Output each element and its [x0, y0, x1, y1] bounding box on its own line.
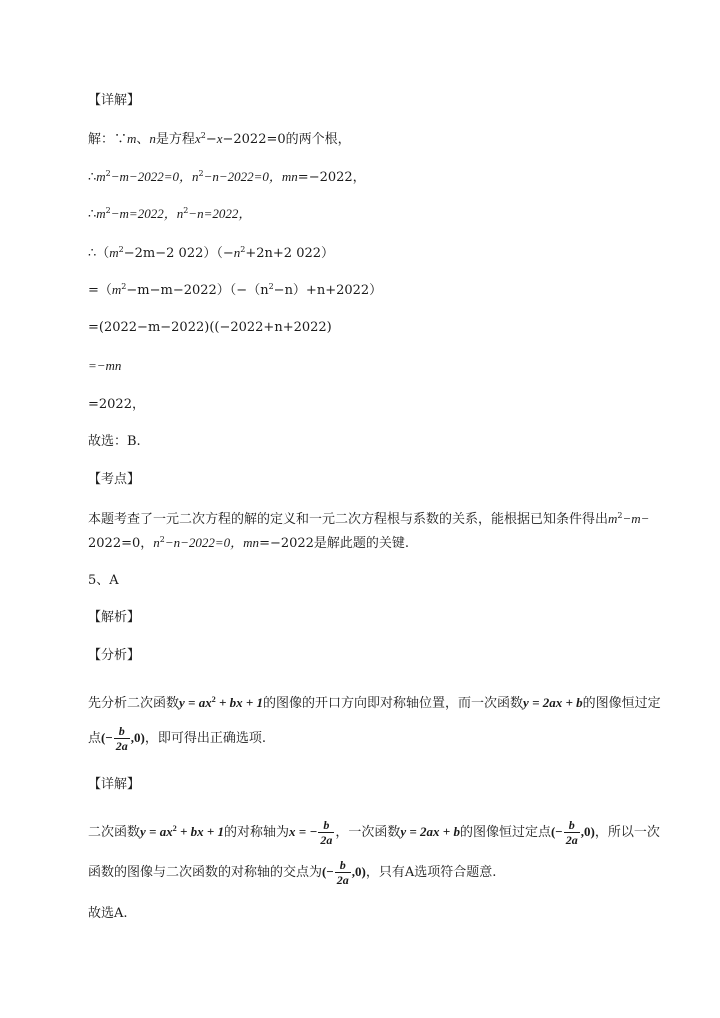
heading-detail-1: 【详解】 [88, 93, 141, 108]
denominator: 2a [115, 739, 128, 753]
var-x: x [194, 131, 201, 146]
heading-detail-2: 【详解】 [88, 777, 141, 792]
fenxi-line-1 [88, 694, 661, 713]
text: =−2022是解此题的关键. [259, 536, 410, 551]
text: 函数的图像与二次函数的对称轴的交点为 [88, 865, 323, 880]
var: n [176, 206, 184, 221]
paren: ,0) [130, 730, 145, 745]
text: 先分析二次函数 [88, 696, 180, 711]
kaodian-line-1 [88, 510, 649, 529]
var: mn [281, 169, 298, 184]
heading-jiexi: 【解析】 [88, 610, 141, 625]
sup: 2 [268, 282, 274, 291]
sup: 2 [121, 282, 127, 291]
fraction [318, 818, 334, 847]
formula: + bx + 1 [176, 824, 225, 839]
text: ∴（ [88, 246, 110, 261]
var: n [233, 245, 241, 260]
denominator: 2a [320, 833, 333, 847]
text: 的对称轴为 [224, 825, 290, 840]
text: ，一次函数 [335, 825, 401, 840]
solution-line-5 [88, 281, 382, 300]
solution-line-7: =−mn [88, 358, 122, 373]
text: 的图像的开口方向即对称轴位置，而一次函数 [263, 696, 524, 711]
expr: −n−2022=0， [164, 535, 244, 550]
var: n [153, 535, 160, 550]
var: m [96, 169, 106, 184]
var-n: n [149, 131, 156, 146]
fraction [114, 724, 130, 753]
expr: −2m−2 022）（− [123, 246, 234, 261]
var-x: x [216, 131, 223, 146]
text: ，只有A选项符合题意. [365, 865, 497, 880]
xiangjie-line-1 [88, 818, 660, 847]
expr: −m−m−2022）（−（n [126, 283, 269, 298]
solution-line-8: =2022， [88, 397, 145, 412]
text: 二次函数 [88, 825, 141, 840]
solution-line-4 [88, 244, 334, 263]
solution-line-1 [88, 130, 351, 149]
text: 、 [136, 132, 150, 147]
expr: −n=2022， [188, 206, 252, 221]
expr: −m=2022， [110, 206, 177, 221]
var: m [608, 511, 618, 526]
solution-line-6: =(2022−m−2022)((−2022+n+2022) [88, 320, 332, 335]
var: m [96, 206, 106, 221]
sup: 2 [183, 206, 189, 215]
formula: y = ax [179, 695, 212, 710]
sup: 2 [118, 245, 124, 254]
answer-2: 故选A. [88, 906, 128, 921]
text: 2022=0， [88, 536, 154, 551]
sup: 2 [198, 169, 204, 178]
heading-kaodian: 【考点】 [88, 472, 141, 487]
var-m: m [127, 131, 137, 146]
paren: ,0) [580, 824, 595, 839]
text: 点 [88, 731, 102, 746]
fraction [335, 858, 351, 887]
numerator: b [564, 818, 580, 833]
sup: 2 [617, 511, 623, 520]
solution-line-2 [88, 168, 366, 187]
sup: 2 [211, 695, 216, 704]
var: n [191, 169, 199, 184]
xiangjie-line-2 [88, 858, 496, 887]
heading-fenxi: 【分析】 [88, 648, 141, 663]
text: 本题考查了一元二次方程的解的定义和一元二次方程根与系数的关系，能根据已知条件得出 [88, 512, 609, 527]
text: −2022=0 [222, 132, 286, 147]
text: 的两个根， [285, 132, 351, 147]
text: ，所以一次 [594, 825, 660, 840]
text: − [205, 132, 217, 147]
text: ，即可得出正确选项. [144, 731, 266, 746]
sup: 2 [240, 245, 246, 254]
question-5-answer: 5、A [88, 573, 119, 588]
formula: y = ax [140, 824, 173, 839]
formula: y = 2ax + b [523, 695, 583, 710]
numerator: b [335, 858, 351, 873]
sup: 2 [105, 169, 111, 178]
sup: 2 [105, 206, 111, 215]
expr: −n）+n+2022） [273, 283, 383, 298]
paren: (− [101, 730, 113, 745]
paren: (− [550, 824, 563, 839]
expr: −n−2022=0， [203, 169, 282, 184]
expr: =−2022， [297, 170, 366, 185]
text: =（ [88, 283, 112, 298]
kaodian-line-2 [88, 534, 409, 553]
numerator: b [114, 724, 130, 739]
denominator: 2a [336, 873, 349, 887]
answer-1: 故选：B. [88, 434, 141, 449]
solution-line-3 [88, 205, 251, 224]
var: m [109, 245, 119, 260]
text: 解：∵ [88, 132, 128, 147]
paren: ,0) [351, 864, 366, 879]
numerator: b [318, 818, 334, 833]
sup: 2 [200, 131, 206, 140]
formula: x = − [289, 824, 318, 839]
var: mn [243, 535, 260, 550]
text: ∴ [88, 207, 97, 222]
formula: + bx + 1 [215, 695, 264, 710]
text: 的图像恒过定 [582, 696, 661, 711]
fraction [564, 818, 580, 847]
var: m [111, 282, 122, 297]
denominator: 2a [565, 833, 578, 847]
fenxi-line-2 [88, 724, 266, 753]
expr: −m− [622, 511, 650, 526]
expr: +2n+2 022） [245, 246, 335, 261]
sup: 2 [159, 535, 165, 544]
text: ∴ [88, 170, 97, 185]
formula: y = 2ax + b [400, 824, 460, 839]
paren: (− [322, 864, 334, 879]
expr: −m−2022=0， [110, 169, 192, 184]
text: 是方程 [155, 132, 195, 147]
text: 的图像恒过定点 [459, 825, 551, 840]
sup: 2 [172, 824, 177, 833]
